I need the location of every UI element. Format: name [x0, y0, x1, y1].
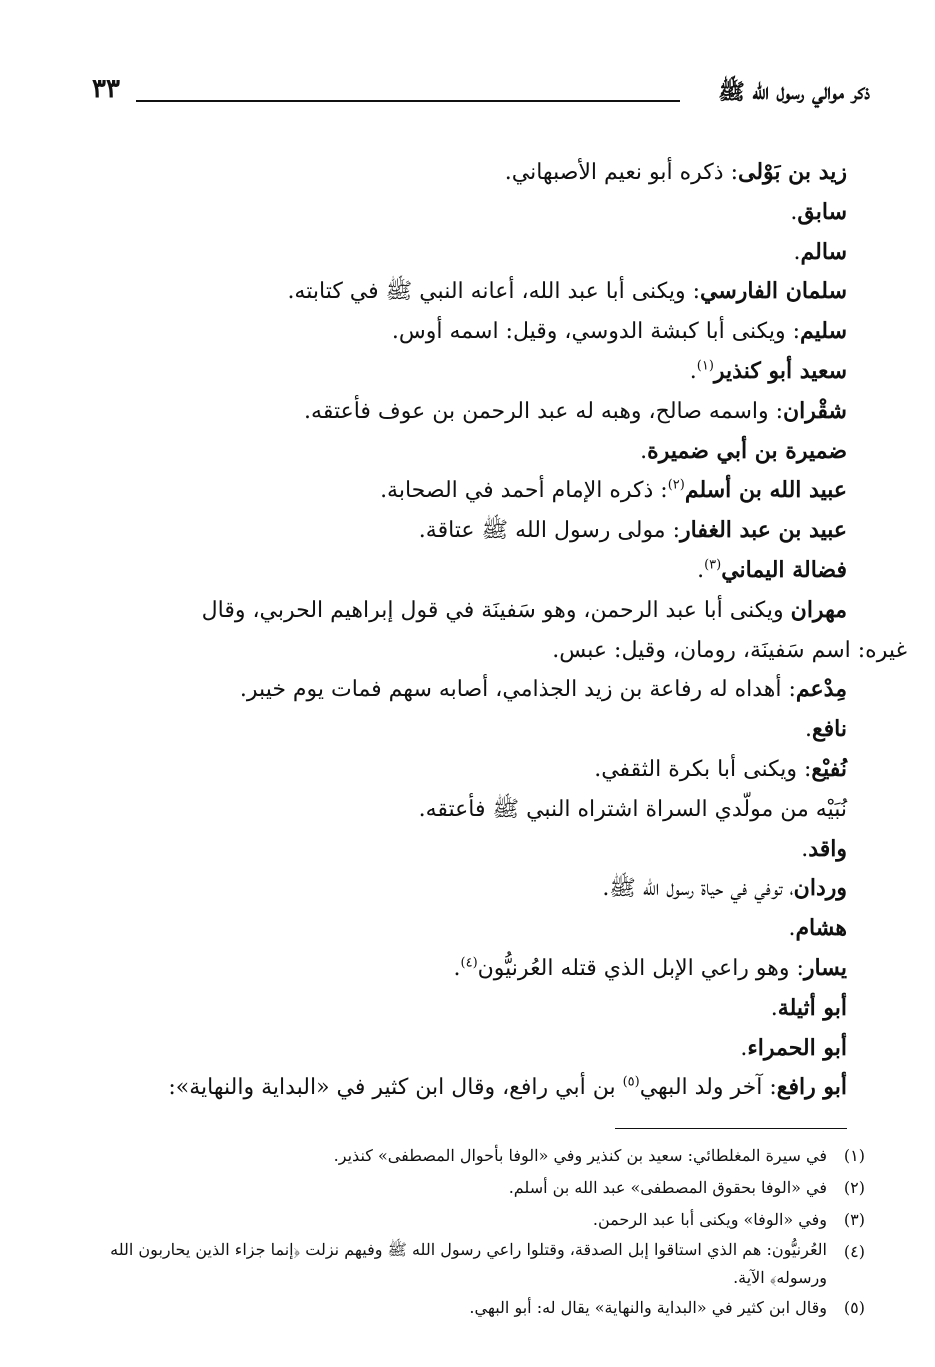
- entry-continuation: [102, 631, 907, 671]
- footnote-number: (٣): [843, 1210, 865, 1229]
- entry: [102, 272, 847, 312]
- entry: [102, 790, 847, 830]
- entry-text: : مولى رسول الله ﷺ عتاقة.: [418, 518, 680, 544]
- entry-name: مِدْعم: [795, 676, 847, 703]
- footnote: [95, 1204, 865, 1236]
- entry-text: .: [788, 916, 796, 942]
- entry-text: : ويكنى أبا بكرة الثقفي.: [594, 756, 812, 782]
- footnote-text: العُرنيُّون: هم الذي استاقوا إبل الصدقة، وقتلوا راعي رسول الله ﷺ وفيهم نزلت ﴿إنما جزاء الذين يحاربون الله ورسوله﴾ الآية.: [110, 1240, 827, 1287]
- entry: [102, 392, 847, 432]
- entry-text: .: [770, 995, 778, 1021]
- entry: [102, 471, 847, 511]
- entry: [102, 312, 847, 352]
- running-title: ذكر موالي رسول الله ﷺ: [718, 79, 870, 105]
- page-number: ٣٣: [92, 74, 120, 104]
- entry: [102, 511, 847, 551]
- footnote: [95, 1172, 865, 1204]
- entry-name: سليم: [800, 318, 847, 345]
- footnote-text: وقال ابن كثير في «البداية والنهاية» يقال له: أبو البهي.: [469, 1298, 827, 1317]
- entry-text: .: [793, 239, 801, 265]
- entry-text: : آخر ولد البهي: [639, 1075, 777, 1101]
- entry-text: : أهداه له رفاعة بن زيد الجذامي، أصابه سهم فمات يوم خيبر.: [239, 677, 796, 703]
- entry-name: وردان: [793, 875, 847, 902]
- entry: [102, 710, 847, 750]
- footnote-separator: [615, 1128, 847, 1129]
- entry-text: .: [804, 717, 812, 743]
- entry-text: : ويكنى أبا عبد الله، أعانه النبي ﷺ في كتابته.: [287, 279, 700, 305]
- entry-text: : وهو راعي الإبل الذي قتله العُرنيُّون: [477, 955, 804, 981]
- entry-name: فضالة اليماني: [721, 556, 847, 583]
- footnote-number: (٥): [843, 1298, 865, 1317]
- footnote-text: في سيرة المغلطائي: سعيد بن كنذير وفي «الوفا بأحوال المصطفى» كنذير.: [333, 1146, 827, 1165]
- entry-tail: بن أبي رافع، وقال ابن كثير في «البداية والنهاية»:: [168, 1075, 623, 1101]
- entry: [102, 193, 847, 233]
- entry: [102, 233, 847, 273]
- entry-name: نُفيْع: [811, 755, 847, 782]
- entry: [102, 551, 847, 591]
- entry-name: أبو أثيلة: [777, 994, 847, 1021]
- entry-text: غيره: اسم سَفينَة، رومان، وقيل: عبس.: [552, 637, 907, 663]
- entry-text: : ويكنى أبا كبشة الدوسي، وقيل: اسمه أوس.: [391, 319, 800, 345]
- entry-text: .: [697, 557, 705, 583]
- entry-name: مهران: [790, 596, 847, 623]
- entry-name: عبيد بن عبد الغفار: [680, 517, 847, 544]
- footnote: [95, 1236, 865, 1292]
- entry-name: أبو رافع: [776, 1074, 847, 1101]
- footnote: [95, 1292, 865, 1324]
- entry-text: .: [790, 199, 798, 225]
- header-rule: [136, 100, 680, 102]
- entry-text: : واسمه صالح، وهبه له عبد الرحمن بن عوف فأعتقه.: [304, 398, 784, 424]
- entry-text: .: [801, 836, 809, 862]
- footnote-number: (٤): [843, 1242, 865, 1261]
- entry: [102, 1029, 847, 1069]
- footnote-text: في «الوفا بحقوق المصطفى» عبد الله بن أسلم.: [508, 1178, 827, 1197]
- entry: [102, 989, 847, 1029]
- entry-text: .: [740, 1035, 748, 1061]
- entry-text: ويكنى أبا عبد الرحمن، وهو سَفينَة في قول إبراهيم الحربي، وقال: [201, 597, 791, 623]
- footnote-ref[interactable]: (٣): [704, 557, 722, 573]
- entry: [102, 670, 847, 710]
- entry-text: .: [640, 438, 648, 464]
- entry-text: : ذكره الإمام أحمد في الصحابة.: [380, 478, 668, 504]
- entries-list: [102, 153, 907, 1108]
- entry-name: أبو الحمراء: [747, 1034, 847, 1061]
- entry-name: سابق: [797, 198, 847, 225]
- entry-name: زيد بن بَوْلى: [737, 159, 847, 185]
- footnote-ref[interactable]: (١): [696, 358, 714, 374]
- entry-tail: .: [453, 955, 461, 981]
- entry-name: عبيد الله بن أسلم: [684, 477, 847, 504]
- entry: [102, 949, 847, 989]
- footnote-ref[interactable]: (٥): [622, 1075, 640, 1090]
- entry: [102, 432, 847, 472]
- entry-text: نُبَيْه من مولّدي السراة اشتراه النبي ﷺ فأعتقه.: [418, 796, 847, 822]
- entry-text: ، توفي في حياة رسول الله ﷺ.: [602, 876, 794, 902]
- entry-name: سلمان الفارسي: [700, 278, 847, 305]
- entry: [102, 830, 847, 870]
- entry-text: : ذكره أبو نعيم الأصبهاني.: [504, 160, 738, 185]
- footnotes: [95, 1140, 865, 1324]
- entry: [102, 1068, 847, 1108]
- footnote-number: (٢): [843, 1178, 865, 1197]
- entry: [102, 750, 847, 790]
- entry-name: هشام: [795, 915, 847, 942]
- entry: [102, 153, 847, 193]
- entry: [102, 909, 847, 949]
- entry-text: .: [689, 358, 697, 384]
- entry-name: يسار: [803, 954, 847, 981]
- entry-name: شقْران: [783, 397, 847, 424]
- footnote-ref[interactable]: (٤): [460, 955, 478, 971]
- entry-name: ضميرة بن أبي ضميرة: [647, 437, 847, 464]
- page-header: [92, 74, 870, 112]
- footnote: [95, 1140, 865, 1172]
- footnote-ref[interactable]: (٢): [667, 478, 685, 494]
- entry-name: سعيد أبو كنذير: [713, 357, 847, 384]
- entry-name: نافع: [811, 716, 847, 743]
- entry-name: سالم: [800, 238, 847, 265]
- entry-name: واقد: [808, 835, 847, 862]
- footnote-number: (١): [843, 1146, 865, 1165]
- entry: [102, 352, 847, 392]
- entry: [102, 591, 847, 631]
- entry: [102, 869, 847, 909]
- footnote-text: وفي «الوفا» ويكنى أبا عبد الرحمن.: [592, 1210, 827, 1229]
